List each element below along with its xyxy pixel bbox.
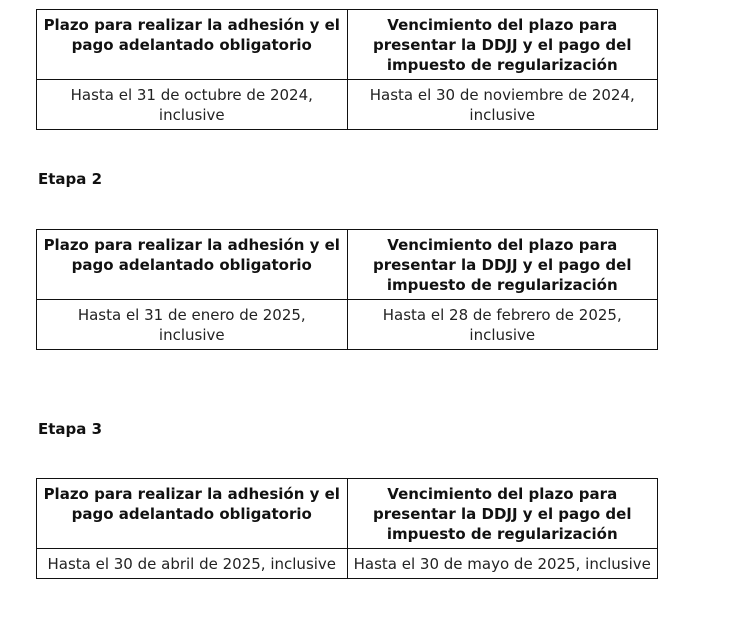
- header-ddjj-deadline: Vencimiento del plazo para presentar la DDJJ y el pago del impuesto de regularización: [347, 230, 658, 300]
- table-header-row: [37, 479, 658, 549]
- header-adhesion-deadline: Plazo para realizar la adhesión y el pago adelantado obligatorio: [37, 10, 348, 80]
- table-row: [37, 300, 658, 350]
- table-row: [37, 549, 658, 579]
- table-row: [37, 80, 658, 130]
- table-header-row: [37, 230, 658, 300]
- cell-adhesion-date: Hasta el 30 de abril de 2025, inclusive: [37, 549, 348, 579]
- header-adhesion-deadline: Plazo para realizar la adhesión y el pago adelantado obligatorio: [37, 479, 348, 549]
- stage-2-table: [36, 229, 658, 350]
- header-ddjj-deadline: Vencimiento del plazo para presentar la DDJJ y el pago del impuesto de regularización: [347, 479, 658, 549]
- stage-1-table: [36, 9, 658, 130]
- stage-3-table: [36, 478, 658, 579]
- header-adhesion-deadline: Plazo para realizar la adhesión y el pago adelantado obligatorio: [37, 230, 348, 300]
- cell-ddjj-date: Hasta el 28 de febrero de 2025, inclusive: [347, 300, 658, 350]
- cell-adhesion-date: Hasta el 31 de octubre de 2024, inclusive: [37, 80, 348, 130]
- cell-ddjj-date: Hasta el 30 de noviembre de 2024, inclusive: [347, 80, 658, 130]
- stage-3-heading: Etapa 3: [38, 420, 103, 438]
- table-header-row: [37, 10, 658, 80]
- cell-adhesion-date: Hasta el 31 de enero de 2025, inclusive: [37, 300, 348, 350]
- header-ddjj-deadline: Vencimiento del plazo para presentar la DDJJ y el pago del impuesto de regularización: [347, 10, 658, 80]
- cell-ddjj-date: Hasta el 30 de mayo de 2025, inclusive: [347, 549, 658, 579]
- stage-2-heading: Etapa 2: [38, 170, 103, 188]
